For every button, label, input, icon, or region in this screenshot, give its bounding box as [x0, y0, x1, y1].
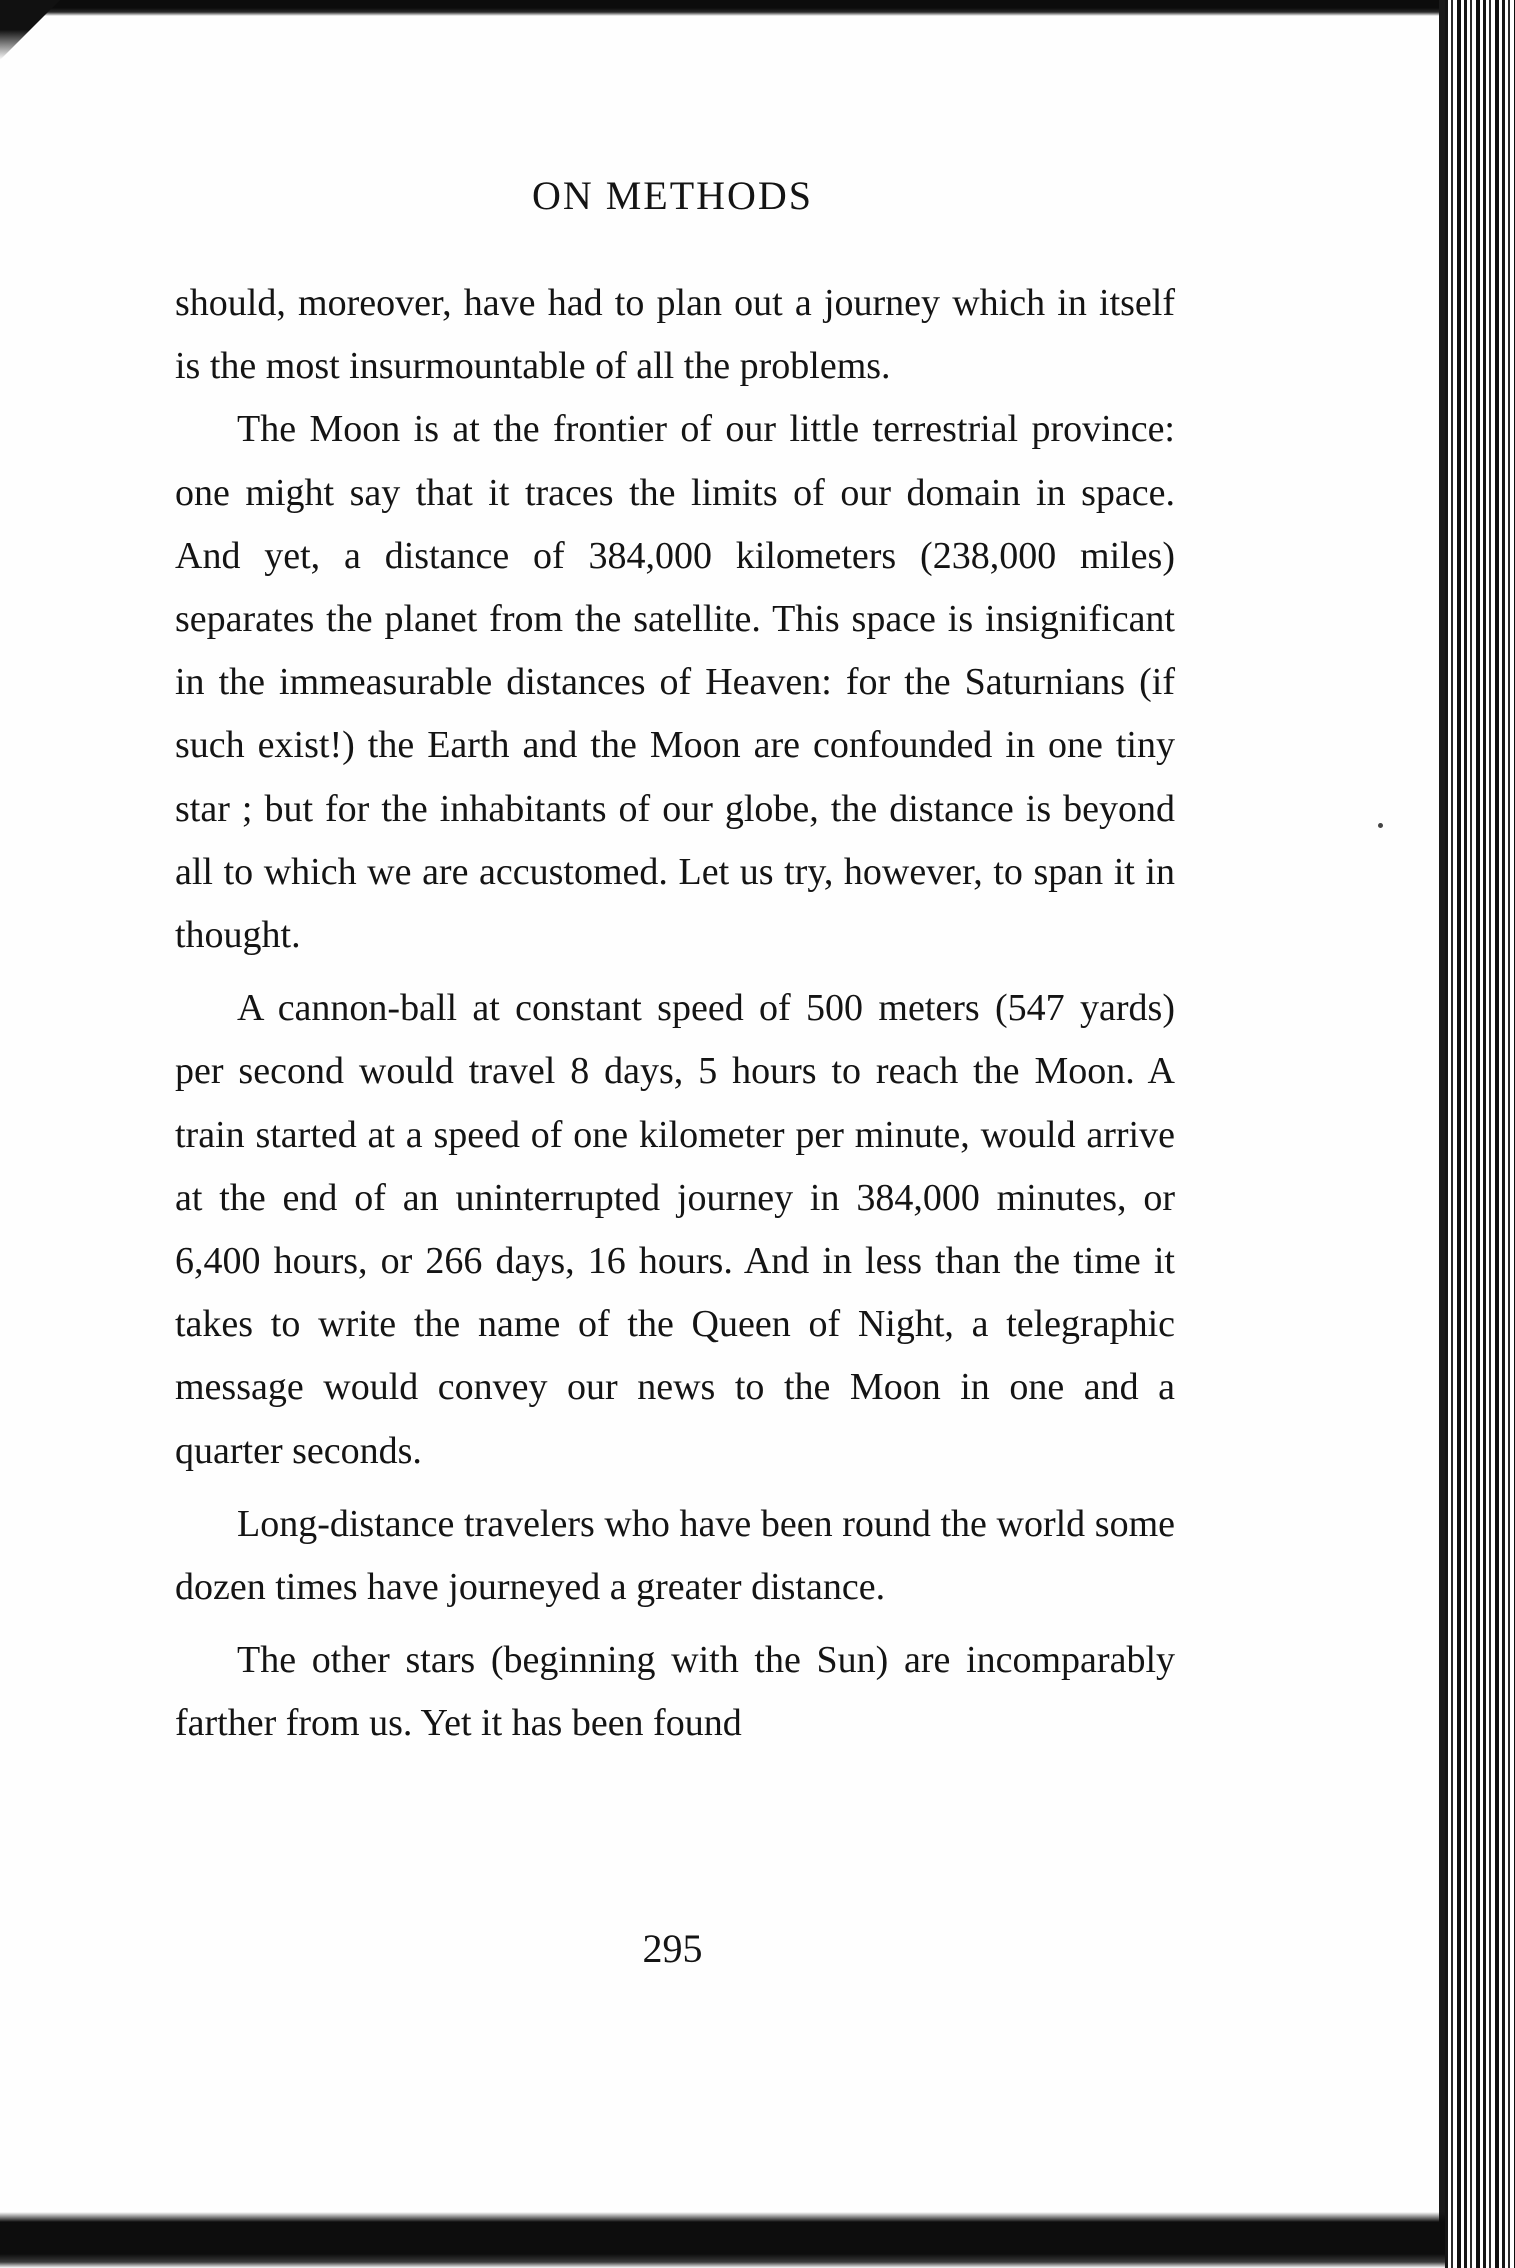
page-number: 295 [642, 1926, 703, 1971]
scan-speck [1378, 823, 1383, 828]
paragraph-4: Long-distance travelers who have been round the world some dozen times have journeyed a greater distance. [175, 1502, 1175, 1609]
running-head: ON METHODS [531, 173, 814, 218]
paragraph-1: should, moreover, have had to plan out a journey which in itself is the most insurmountable of all the problems. [175, 282, 1175, 388]
scan-edge-top [0, 0, 1465, 16]
book-spine-edge [1445, 0, 1515, 2268]
paragraph-2: The Moon is at the frontier of our little terrestrial province: one might say that it traces the limits of our domain in space. And yet, a distance of 384,000 kilometers (238,000 miles) separates the planet from the satellite. This space is insignificant in the immeasurable distances of Heaven: for the Saturnians (if such exist!) the Earth and the Moon are confounded in one tiny star ; but for the inhabitants of our globe, the distance is beyond all to which we are accustomed. Let us try, however, to span it in thought. [175, 408, 1175, 957]
scan-corner-top-left [0, 0, 60, 60]
scan-edge-bottom [0, 2212, 1445, 2268]
paragraph-5: The other stars (beginning with the Sun) are incomparably farther from us. Yet it has been found [175, 1639, 1175, 1745]
body-text [175, 272, 1175, 1756]
paragraph-3: A cannon-ball at constant speed of 500 meters (547 yards) per second would travel 8 days, 5 hours to reach the Moon. A train started at a speed of one kilometer per minute, would arrive at the end of an uninterrupted journey in 384,000 minutes, or 6,400 hours, or 266 days, 16 hours. And in less than the time it takes to write the name of the Queen of Night, a telegraphic message would convey our news to the Moon in one and a quarter seconds. [175, 987, 1175, 1472]
